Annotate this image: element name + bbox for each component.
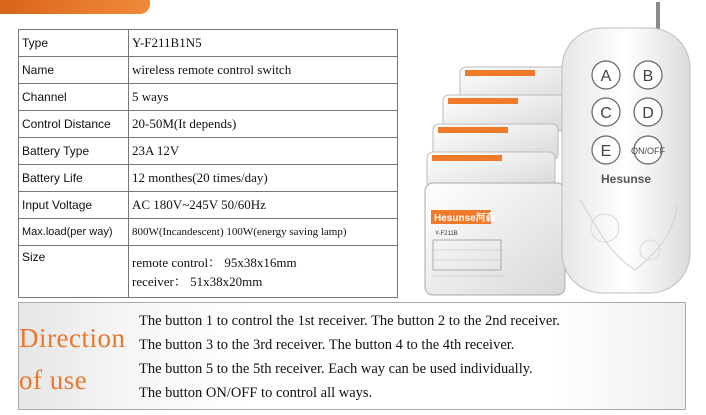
button-e-label: E [600,143,612,160]
spec-label: Battery Type [19,138,129,165]
size-receiver: receiver： 51x38x20mm [132,273,263,289]
spec-label: Type [19,30,129,57]
instruction-line: The button 3 to the 3rd receiver. The button 4 to the 4th receiver. [139,337,515,353]
direction-title [19,317,131,401]
button-a-label: A [600,68,612,85]
size-remote: remote control： 95x38x16mm [132,254,297,270]
table-row [19,57,398,84]
spec-label: Input Voltage [19,192,129,219]
spec-value: wireless remote control switch [129,57,398,84]
table-row [19,84,398,111]
spec-label: Channel [19,84,129,111]
table-row [19,30,398,57]
spec-value: Y-F211B1N5 [129,30,398,57]
spec-value: 23A 12V [129,138,398,165]
instruction-line: The button 1 to control the 1st receiver. The button 2 to the 2nd receiver. [139,313,560,329]
spec-label: Max.load(per way) [19,219,129,246]
table-row [19,219,398,246]
remote-control [562,28,690,293]
button-d-label: D [642,105,654,122]
instruction-line: The button 5 to the 5th receiver. Each way can be used individually. [139,361,533,377]
table-row [19,138,398,165]
direction-instructions [139,309,560,405]
table-row [19,165,398,192]
spec-label: Control Distance [19,111,129,138]
spec-value: 5 ways [129,84,398,111]
receiver-model-label: Y-F211B [435,231,458,237]
button-c-label: C [600,105,612,122]
receiver-brand-label: Hesunse河森 [434,213,496,224]
spec-label: Battery Life [19,165,129,192]
receiver-stack [425,67,580,295]
remote-brand: Hesunse [600,172,652,186]
table-row [19,192,398,219]
spec-label: Name [19,57,129,84]
table-row [19,111,398,138]
button-onoff-label: ON/OFF [631,146,665,156]
spec-value: 12 monthes(20 times/day) [129,165,398,192]
direction-title-line: of use [19,365,88,395]
spec-label: Size [19,246,129,298]
spec-value [129,246,398,298]
table-row [19,246,398,298]
product-photo [405,0,706,300]
spec-table [18,29,398,298]
spec-value: AC 180V~245V 50/60Hz [129,192,398,219]
direction-section [18,302,686,410]
button-b-label: B [642,68,654,85]
spec-value: 20-50M(It depends) [129,111,398,138]
receiver [425,183,565,295]
direction-title-line: Direction [19,323,126,353]
header-banner [0,0,150,14]
spec-value: 800W(Incandescent) 100W(energy saving lamp) [129,219,398,246]
instruction-line: The button ON/OFF to control all ways. [139,385,373,401]
